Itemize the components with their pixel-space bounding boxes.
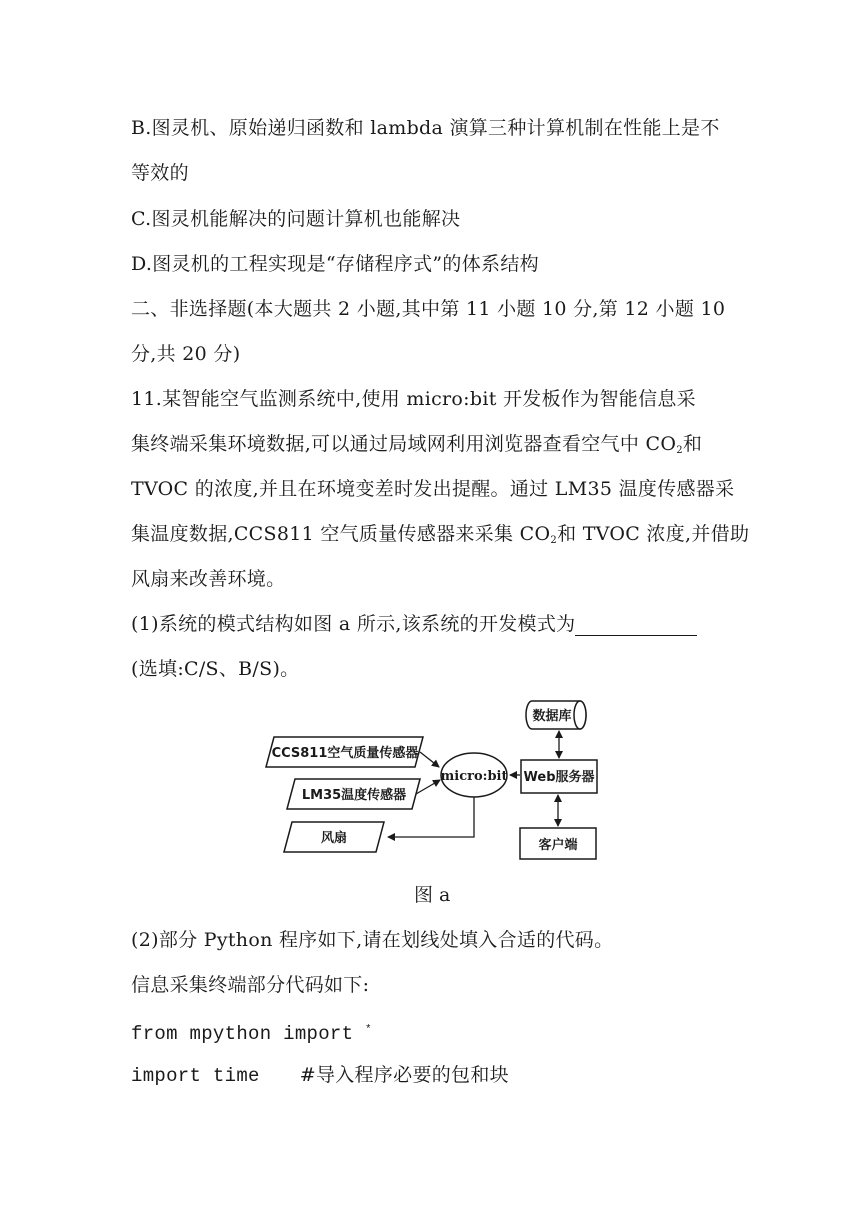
microbit-label: micro:bit — [440, 769, 508, 784]
client-node — [520, 828, 596, 859]
co2-subscript: 2 — [550, 535, 558, 546]
web-server-node — [521, 760, 597, 793]
question-11-line3: TVOC 的浓度,并且在环境变差时发出提醒。通过 LM35 温度传感器采 — [131, 478, 735, 500]
asterisk: * — [365, 1024, 372, 1036]
database-node — [526, 701, 586, 729]
code-intro-line: 信息采集终端部分代码如下: — [131, 974, 370, 996]
q11-line2-text: 集终端采集环境数据,可以通过局域网利用浏览器查看空气中 CO — [131, 433, 677, 455]
code-import-time: import time — [131, 1065, 260, 1087]
lm35-label: LM35温度传感器 — [301, 788, 407, 803]
q11-line2-tail: 和 — [682, 433, 703, 455]
part-1-line2: (选填:C/S、B/S)。 — [131, 658, 300, 680]
section-heading-line1: 二、非选择题(本大题共 2 小题,其中第 11 小题 10 分,第 12 小题 10 — [131, 298, 726, 320]
microbit-node — [441, 753, 508, 797]
option-c: C.图灵机能解决的问题计算机也能解决 — [131, 208, 461, 230]
arrow-ccs-to-microbit — [420, 752, 439, 767]
question-11-line1: 11.某智能空气监测系统中,使用 micro:bit 开发板作为智能信息采 — [131, 388, 696, 410]
fan-node — [284, 822, 384, 852]
web-server-label: Web服务器 — [523, 770, 595, 785]
q11-line4-text: 集温度数据,CCS811 空气质量传感器来采集 CO — [131, 523, 551, 545]
option-b-line2: 等效的 — [131, 162, 189, 184]
option-b-line1: B.图灵机、原始递归函数和 lambda 演算三种计算机制在性能上是不 — [131, 117, 720, 139]
figure-caption: 图 a — [414, 884, 451, 906]
code-line-2 — [131, 1063, 509, 1088]
fan-label: 风扇 — [320, 831, 348, 846]
section-heading-line2: 分,共 20 分) — [131, 343, 241, 365]
part-1-text: (1)系统的模式结构如图 a 所示,该系统的开发模式为 — [131, 613, 576, 635]
code-line-1 — [131, 1018, 372, 1046]
client-label: 客户端 — [538, 838, 578, 853]
lm35-sensor-node — [287, 779, 420, 809]
option-d: D.图灵机的工程实现是“存储程序式”的体系结构 — [131, 253, 539, 275]
co2-subscript: 2 — [676, 445, 683, 456]
code-import-mpython: from mpython import — [131, 1023, 366, 1045]
q11-line4-tail: 和 TVOC 浓度,并借助 — [557, 523, 750, 545]
code-comment: #导入程序必要的包和块 — [299, 1064, 509, 1086]
database-label: 数据库 — [532, 709, 572, 724]
question-11-line5: 风扇来改善环境。 — [131, 568, 286, 590]
ccs811-sensor-node — [266, 737, 423, 767]
part-2-line: (2)部分 Python 程序如下,请在划线处填入合适的代码。 — [131, 929, 614, 951]
ccs811-label: CCS811空气质量传感器 — [271, 746, 419, 761]
